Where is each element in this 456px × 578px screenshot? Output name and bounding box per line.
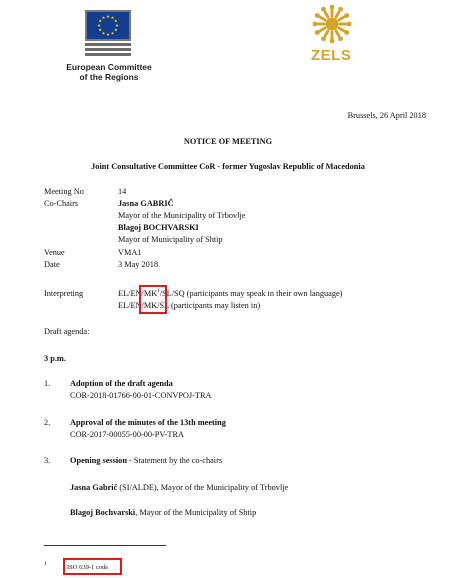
item-3-number: 3. — [44, 456, 51, 465]
highlight-box — [139, 285, 167, 314]
eu-star — [114, 19, 117, 22]
time-label: 3 p.m. — [44, 354, 66, 363]
eu-star — [102, 32, 105, 35]
zels-logo: ZELS — [311, 47, 352, 64]
eu-stars-icon — [97, 15, 118, 36]
zels-figure-body — [325, 31, 328, 36]
zels-figure-body — [325, 12, 328, 17]
cor-logo-lines — [85, 42, 131, 58]
venue-label: Venue — [44, 248, 65, 257]
zels-figure-body — [339, 17, 344, 20]
zels-figure-body — [336, 12, 339, 17]
date-value: 3 May 2018 — [118, 260, 159, 269]
eu-star — [102, 16, 105, 19]
footnote-text: ISO 639-1 code — [67, 564, 109, 571]
meeting-no-label: Meeting No — [44, 187, 84, 196]
interpreting-line-1: $EL/EN/MK^1/SL/SQ$ (participants may speak in their own language) — [118, 289, 343, 298]
item-2-title: Approval of the minutes of the 13th meeting — [70, 418, 226, 427]
cochairs-label: Co-Chairs — [44, 199, 79, 208]
chair2-role: Mayor of Municipality of Shtip — [118, 235, 223, 244]
chair2-name: Blagoj BOCHVARSKI — [118, 223, 199, 232]
draft-agenda-label: Draft agenda: — [44, 327, 90, 336]
cor-name: European Committee of the Regions — [66, 62, 152, 82]
interpreting-label: Interpreting — [44, 289, 84, 298]
zels-figure-body — [320, 28, 325, 31]
eu-star — [106, 15, 109, 18]
eu-star — [99, 19, 102, 22]
zels-sun-core — [326, 18, 339, 31]
interpreting-line-2: EL/EN/MK/SL (participants may listen in) — [118, 301, 261, 310]
item-2-ref: COR-2017-00055-00-00-PV-TRA — [70, 430, 185, 439]
eu-star — [114, 28, 117, 31]
item-1-number: 1. — [44, 379, 51, 388]
page-title: NOTICE OF MEETING — [183, 137, 273, 146]
page-subtitle: Joint Consultative Committee CoR - former Yugoslav Republic of Macedonia — [91, 162, 365, 171]
eu-star — [97, 24, 100, 27]
eu-star — [115, 24, 118, 27]
footnote-highlight-box — [63, 558, 122, 575]
footnote-rule — [44, 545, 166, 546]
zels-sun-icon — [307, 2, 357, 46]
zels-figure-body — [336, 31, 339, 36]
speaker-1: Jasna Gabrič (SI/ALDE), Mayor of the Municipality of Trbovlje — [70, 483, 289, 492]
item-1-ref: COR-2018-01766-00-01-CONVPOJ-TRA — [70, 391, 212, 400]
speaker-2: Blagoj Bochvarski, Mayor of the Municipality of Shtip — [70, 508, 257, 517]
date-label: Date — [44, 260, 60, 269]
eu-star — [111, 32, 114, 35]
eu-star — [99, 28, 102, 31]
venue-value: VMA1 — [118, 248, 142, 257]
chair1-role: Mayor of the Municipality of Trbovlje — [118, 211, 246, 220]
item-3-title: Opening session - Statement by the co-chairs — [70, 456, 223, 465]
item-1-title: Adoption of the draft agenda — [70, 379, 173, 388]
zels-figure-body — [339, 28, 344, 31]
place-date: Brussels, 26 April 2018 — [347, 111, 426, 120]
chair1-name: Jasna GABRIČ — [118, 199, 174, 208]
eu-star — [106, 33, 109, 36]
footnote-number: 1 — [44, 561, 47, 567]
zels-figure-body — [320, 17, 325, 20]
item-2-number: 2. — [44, 418, 51, 427]
eu-star — [111, 16, 114, 19]
meeting-no-value: 14 — [118, 187, 127, 196]
eu-flag-icon — [85, 10, 131, 41]
